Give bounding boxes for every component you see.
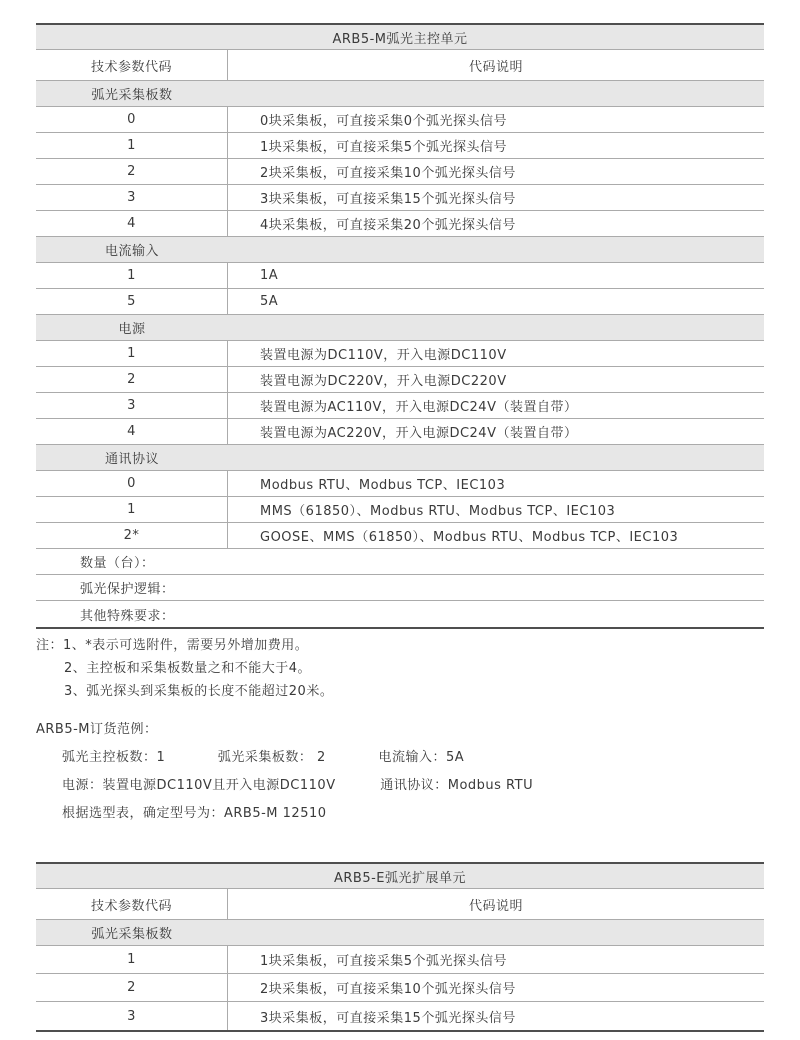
table-row <box>36 289 764 315</box>
code-cell: 5 <box>36 289 228 314</box>
fill-in-row: 其他特殊要求： <box>36 601 764 627</box>
example-line-1 <box>36 744 533 772</box>
table-row <box>36 497 764 523</box>
table-row <box>36 185 764 211</box>
column-header-row <box>36 50 764 81</box>
example-main-board-count: 弧光主控板数：1 <box>62 750 166 765</box>
code-cell: 1 <box>36 263 228 288</box>
table-row <box>36 1002 764 1030</box>
description-cell: 装置电源为AC110V，开入电源DC24V（装置自带） <box>260 400 578 415</box>
code-cell: 0 <box>36 471 228 496</box>
section-header: 通讯协议 <box>104 452 159 467</box>
description-cell: MMS（61850）、Modbus RTU、Modbus TCP、IEC103 <box>260 504 616 519</box>
example-line-2 <box>36 772 533 800</box>
note-line-2: 2、主控板和采集板数量之和不能大于4。 <box>64 661 312 676</box>
example-title: ARB5-M订货范例： <box>36 722 158 737</box>
code-cell: 1 <box>36 946 228 973</box>
column-header-code: 技术参数代码 <box>36 50 228 80</box>
table-title: ARB5-E弧光扩展单元 <box>333 870 467 886</box>
code-cell: 4 <box>36 419 228 444</box>
expansion-selection-table <box>36 862 764 1032</box>
column-header-code: 技术参数代码 <box>36 889 228 919</box>
column-header-description: 代码说明 <box>468 898 523 914</box>
table-row <box>36 133 764 159</box>
column-header-description: 代码说明 <box>468 59 523 75</box>
note-line-1: 注：1、*表示可选附件，需要另外增加费用。 <box>36 638 309 653</box>
code-cell: 4 <box>36 211 228 236</box>
code-cell: 1 <box>36 341 228 366</box>
description-cell: Modbus RTU、Modbus TCP、IEC103 <box>260 478 506 493</box>
section-header: 弧光采集板数 <box>91 927 173 942</box>
table-row <box>36 367 764 393</box>
main-selection-table <box>36 23 764 629</box>
code-cell: 2 <box>36 159 228 184</box>
code-cell: 3 <box>36 1002 228 1030</box>
example-current-input: 电流输入：5A <box>378 750 465 765</box>
section-header-row <box>36 315 764 341</box>
table-row <box>36 341 764 367</box>
description-cell: 5A <box>260 294 279 309</box>
section-header-row <box>36 81 764 107</box>
table-row <box>36 211 764 237</box>
example-protocol: 通讯协议：Modbus RTU <box>380 778 534 793</box>
description-cell: 装置电源为DC220V，开入电源DC220V <box>260 374 507 389</box>
section-header-row <box>36 237 764 263</box>
table-row <box>36 523 764 549</box>
fill-in-row: 数量（台）： <box>36 549 764 575</box>
description-cell: 1块采集板，可直接采集5个弧光探头信号 <box>260 140 508 155</box>
section-header-row <box>36 445 764 471</box>
section-header-row <box>36 920 764 946</box>
section-header: 弧光采集板数 <box>91 88 173 103</box>
table-title-row <box>36 25 764 50</box>
description-cell: 装置电源为DC110V，开入电源DC110V <box>260 348 507 363</box>
description-cell: 1块采集板，可直接采集5个弧光探头信号 <box>260 954 508 969</box>
example-collect-board-count: 弧光采集板数： 2 <box>217 750 326 765</box>
code-cell: 3 <box>36 185 228 210</box>
ordering-example <box>36 716 533 828</box>
note-line-3: 3、弧光探头到采集板的长度不能超过20米。 <box>64 684 334 699</box>
table-row <box>36 393 764 419</box>
table-row <box>36 159 764 185</box>
description-cell: 装置电源为AC220V，开入电源DC24V（装置自带） <box>260 426 578 441</box>
example-model-result: 根据选型表，确定型号为：ARB5-M 12510 <box>62 806 327 821</box>
code-cell: 2* <box>36 523 228 548</box>
section-header: 电流输入 <box>104 244 159 259</box>
table-row <box>36 471 764 497</box>
fill-in-row: 弧光保护逻辑： <box>36 575 764 601</box>
description-cell: GOOSE、MMS（61850）、Modbus RTU、Modbus TCP、IEC103 <box>260 530 679 545</box>
table-row <box>36 974 764 1002</box>
table-title-row <box>36 864 764 889</box>
description-cell: 0块采集板，可直接采集0个弧光探头信号 <box>260 114 508 129</box>
code-cell: 2 <box>36 974 228 1001</box>
description-cell: 2块采集板，可直接采集10个弧光探头信号 <box>260 982 516 997</box>
code-cell: 0 <box>36 107 228 132</box>
table-row <box>36 107 764 133</box>
code-cell: 2 <box>36 367 228 392</box>
table-row <box>36 946 764 974</box>
section-header: 电源 <box>118 322 146 337</box>
description-cell: 1A <box>260 268 279 283</box>
description-cell: 3块采集板，可直接采集15个弧光探头信号 <box>260 1010 516 1026</box>
code-cell: 1 <box>36 133 228 158</box>
table-row <box>36 263 764 289</box>
table-title: ARB5-M弧光主控单元 <box>332 31 468 47</box>
column-header-row <box>36 889 764 920</box>
description-cell: 2块采集板，可直接采集10个弧光探头信号 <box>260 166 516 181</box>
table-row <box>36 419 764 445</box>
code-cell: 1 <box>36 497 228 522</box>
description-cell: 4块采集板，可直接采集20个弧光探头信号 <box>260 218 516 233</box>
description-cell: 3块采集板，可直接采集15个弧光探头信号 <box>260 192 516 207</box>
example-power: 电源：装置电源DC110V且开入电源DC110V <box>62 778 336 793</box>
notes <box>36 634 333 703</box>
code-cell: 3 <box>36 393 228 418</box>
